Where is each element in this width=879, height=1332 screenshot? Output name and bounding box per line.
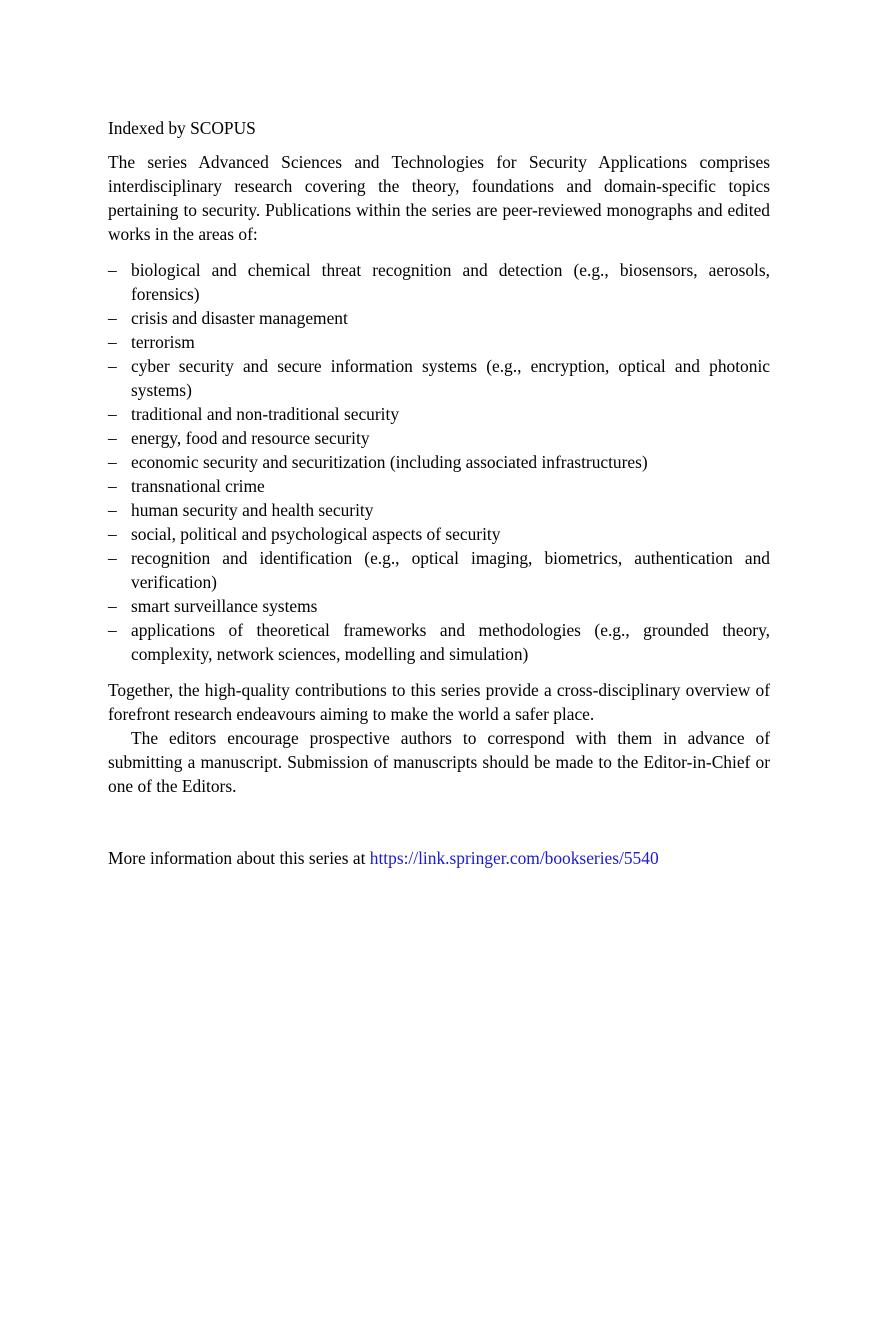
- list-dash: –: [108, 500, 117, 520]
- list-item: [108, 474, 770, 498]
- list-item: [108, 522, 770, 546]
- list-item-text: transnational crime: [131, 476, 265, 496]
- list-item-text: applications of theoretical frameworks and methodologies (e.g., grounded theory, complexity, network sciences, modelling and simulation): [131, 620, 770, 664]
- indexed-by-note: Indexed by SCOPUS: [108, 118, 256, 138]
- more-info-prefix: More information about this series at: [108, 848, 370, 868]
- series-intro-paragraph: The series Advanced Sciences and Technologies for Security Applications comprises interdisciplinary research covering the theory, foundations and domain-specific topics pertaining to security. Publications within the series are peer-reviewed monographs and edited works in the areas of:: [108, 152, 770, 244]
- list-dash: –: [108, 452, 117, 472]
- list-dash: –: [108, 404, 117, 424]
- together-paragraph: Together, the high-quality contributions to this series provide a cross-disciplinary overview of forefront research endeavours aiming to make the world a safer place.: [108, 680, 770, 724]
- list-item-text: crisis and disaster management: [131, 308, 348, 328]
- list-item: [108, 330, 770, 354]
- list-dash: –: [108, 524, 117, 544]
- list-dash: –: [108, 476, 117, 496]
- list-item-text: human security and health security: [131, 500, 374, 520]
- list-dash: –: [108, 308, 117, 328]
- list-item: [108, 546, 770, 594]
- series-link[interactable]: https://link.springer.com/bookseries/5540: [369, 848, 659, 868]
- list-dash: –: [108, 548, 117, 568]
- list-dash: –: [108, 260, 117, 280]
- list-item-text: biological and chemical threat recognition and detection (e.g., biosensors, aerosols, forensics): [131, 260, 770, 304]
- list-item: [108, 594, 770, 618]
- list-item-text: terrorism: [131, 332, 195, 352]
- list-dash: –: [108, 620, 117, 640]
- list-item-text: social, political and psychological aspects of security: [131, 524, 501, 544]
- list-item: [108, 354, 770, 402]
- list-item: [108, 426, 770, 450]
- list-dash: –: [108, 332, 117, 352]
- editors-paragraph: The editors encourage prospective authors to correspond with them in advance of submitting a manuscript. Submission of manuscripts should be made to the Editor-in-Chief or one of the Editors.: [108, 728, 770, 796]
- series-info-page: [108, 116, 770, 887]
- list-item: [108, 618, 770, 666]
- list-item: [108, 498, 770, 522]
- list-item: [108, 258, 770, 306]
- list-dash: –: [108, 596, 117, 616]
- list-item: [108, 306, 770, 330]
- list-item-text: smart surveillance systems: [131, 596, 318, 616]
- list-dash: –: [108, 428, 117, 448]
- list-item-text: recognition and identification (e.g., optical imaging, biometrics, authentication and verification): [131, 548, 770, 592]
- list-item-text: economic security and securitization (including associated infrastructures): [131, 452, 648, 472]
- list-item-text: energy, food and resource security: [131, 428, 370, 448]
- list-item-text: cyber security and secure information systems (e.g., encryption, optical and photonic systems): [131, 356, 770, 400]
- list-item: [108, 402, 770, 426]
- list-item-text: traditional and non-traditional security: [131, 404, 400, 424]
- list-dash: –: [108, 356, 117, 376]
- list-item: [108, 450, 770, 474]
- more-info-line: [108, 846, 770, 870]
- topics-list: [108, 258, 770, 666]
